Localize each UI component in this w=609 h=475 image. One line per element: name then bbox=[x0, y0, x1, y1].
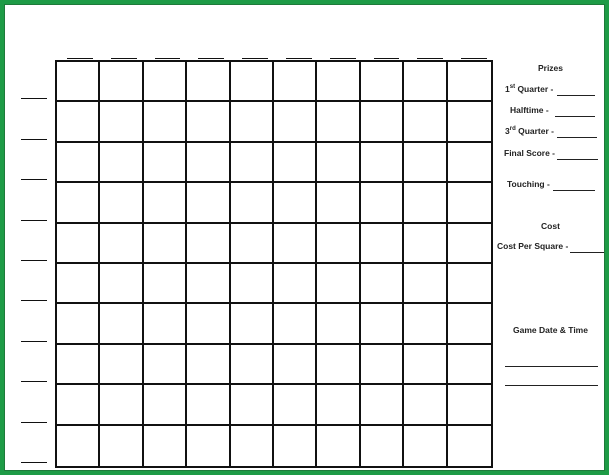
square-cell[interactable] bbox=[448, 426, 491, 466]
square-cell[interactable] bbox=[144, 264, 187, 304]
square-cell[interactable] bbox=[274, 143, 317, 183]
column-blank[interactable] bbox=[461, 50, 487, 59]
square-cell[interactable] bbox=[144, 385, 187, 425]
square-cell[interactable] bbox=[448, 264, 491, 304]
square-cell[interactable] bbox=[100, 183, 143, 223]
square-cell[interactable] bbox=[187, 102, 230, 142]
square-cell[interactable] bbox=[448, 345, 491, 385]
square-cell[interactable] bbox=[317, 183, 360, 223]
column-blank[interactable] bbox=[198, 50, 224, 59]
square-cell[interactable] bbox=[187, 304, 230, 344]
row-blank[interactable] bbox=[21, 220, 47, 221]
square-cell[interactable] bbox=[448, 224, 491, 264]
touching-field[interactable] bbox=[553, 190, 595, 191]
square-cell[interactable] bbox=[144, 143, 187, 183]
square-cell[interactable] bbox=[317, 304, 360, 344]
square-cell[interactable] bbox=[100, 385, 143, 425]
square-cell[interactable] bbox=[404, 264, 447, 304]
square-cell[interactable] bbox=[231, 183, 274, 223]
row-blank[interactable] bbox=[21, 300, 47, 301]
square-cell[interactable] bbox=[361, 183, 404, 223]
square-cell[interactable] bbox=[144, 62, 187, 102]
square-cell[interactable] bbox=[274, 345, 317, 385]
square-cell[interactable] bbox=[404, 304, 447, 344]
column-blank[interactable] bbox=[242, 50, 268, 59]
column-blank[interactable] bbox=[374, 50, 400, 59]
column-blank[interactable] bbox=[330, 50, 356, 59]
square-cell[interactable] bbox=[231, 426, 274, 466]
square-cell[interactable] bbox=[361, 345, 404, 385]
square-cell[interactable] bbox=[231, 102, 274, 142]
first-quarter-field[interactable] bbox=[557, 95, 595, 96]
column-blank[interactable] bbox=[67, 50, 93, 59]
square-cell[interactable] bbox=[231, 345, 274, 385]
square-cell[interactable] bbox=[317, 224, 360, 264]
square-cell[interactable] bbox=[274, 304, 317, 344]
square-cell[interactable] bbox=[317, 62, 360, 102]
row-blank[interactable] bbox=[21, 98, 47, 99]
square-cell[interactable] bbox=[144, 224, 187, 264]
square-cell[interactable] bbox=[448, 183, 491, 223]
final-score-label: Final Score - bbox=[504, 148, 556, 158]
touching-label: Touching - bbox=[507, 179, 550, 189]
square-cell[interactable] bbox=[361, 224, 404, 264]
square-cell[interactable] bbox=[144, 183, 187, 223]
prizes-heading: Prizes bbox=[537, 63, 564, 73]
square-cell[interactable] bbox=[361, 62, 404, 102]
square-cell[interactable] bbox=[57, 264, 100, 304]
square-cell[interactable] bbox=[57, 345, 100, 385]
square-cell[interactable] bbox=[361, 102, 404, 142]
row-blank[interactable] bbox=[21, 422, 47, 423]
square-cell[interactable] bbox=[231, 62, 274, 102]
square-cell[interactable] bbox=[187, 426, 230, 466]
square-cell[interactable] bbox=[317, 264, 360, 304]
row-blank[interactable] bbox=[21, 179, 47, 180]
square-cell[interactable] bbox=[187, 224, 230, 264]
square-cell[interactable] bbox=[100, 264, 143, 304]
square-cell[interactable] bbox=[317, 385, 360, 425]
square-cell[interactable] bbox=[100, 224, 143, 264]
square-cell[interactable] bbox=[100, 345, 143, 385]
square-cell[interactable] bbox=[274, 385, 317, 425]
cost-per-square-label: Cost Per Square - bbox=[497, 241, 569, 251]
square-cell[interactable] bbox=[231, 224, 274, 264]
square-cell[interactable] bbox=[57, 304, 100, 344]
square-cell[interactable] bbox=[187, 345, 230, 385]
square-cell[interactable] bbox=[361, 143, 404, 183]
cost-per-square-field[interactable] bbox=[570, 252, 604, 253]
square-cell[interactable] bbox=[448, 102, 491, 142]
square-cell[interactable] bbox=[404, 143, 447, 183]
square-cell[interactable] bbox=[274, 264, 317, 304]
square-cell[interactable] bbox=[100, 304, 143, 344]
square-cell[interactable] bbox=[57, 143, 100, 183]
square-cell[interactable] bbox=[317, 426, 360, 466]
square-cell[interactable] bbox=[448, 62, 491, 102]
square-cell[interactable] bbox=[100, 143, 143, 183]
square-cell[interactable] bbox=[57, 385, 100, 425]
square-cell[interactable] bbox=[57, 426, 100, 466]
row-blank[interactable] bbox=[21, 139, 47, 140]
square-cell[interactable] bbox=[144, 426, 187, 466]
final-score-field[interactable] bbox=[557, 159, 598, 160]
square-cell[interactable] bbox=[404, 345, 447, 385]
square-cell[interactable] bbox=[404, 102, 447, 142]
square-cell[interactable] bbox=[361, 426, 404, 466]
square-cell[interactable] bbox=[274, 62, 317, 102]
square-cell[interactable] bbox=[100, 62, 143, 102]
square-cell[interactable] bbox=[317, 143, 360, 183]
square-cell[interactable] bbox=[187, 183, 230, 223]
square-cell[interactable] bbox=[361, 264, 404, 304]
square-cell[interactable] bbox=[404, 426, 447, 466]
first-quarter-label: 1st Quarter - bbox=[505, 84, 554, 94]
square-cell[interactable] bbox=[57, 183, 100, 223]
square-cell[interactable] bbox=[361, 385, 404, 425]
game-time-field[interactable] bbox=[505, 385, 598, 386]
row-number-blanks bbox=[21, 62, 47, 466]
square-cell[interactable] bbox=[187, 62, 230, 102]
square-cell[interactable] bbox=[231, 385, 274, 425]
square-cell[interactable] bbox=[144, 345, 187, 385]
column-blank[interactable] bbox=[155, 50, 181, 59]
column-number-blanks bbox=[58, 50, 496, 60]
square-cell[interactable] bbox=[448, 143, 491, 183]
square-cell[interactable] bbox=[231, 264, 274, 304]
sheet bbox=[4, 4, 605, 471]
squares-grid bbox=[55, 60, 493, 468]
game-date-time-heading: Game Date & Time bbox=[513, 325, 588, 335]
square-cell[interactable] bbox=[57, 62, 100, 102]
square-cell[interactable] bbox=[404, 224, 447, 264]
square-cell[interactable] bbox=[144, 304, 187, 344]
square-cell[interactable] bbox=[231, 143, 274, 183]
row-blank[interactable] bbox=[21, 462, 47, 463]
square-cell[interactable] bbox=[187, 385, 230, 425]
square-cell[interactable] bbox=[57, 102, 100, 142]
square-cell[interactable] bbox=[274, 183, 317, 223]
halftime-field[interactable] bbox=[555, 116, 595, 117]
square-cell[interactable] bbox=[100, 102, 143, 142]
row-blank[interactable] bbox=[21, 341, 47, 342]
third-quarter-label: 3rd Quarter - bbox=[505, 126, 554, 136]
column-blank[interactable] bbox=[286, 50, 312, 59]
game-date-field[interactable] bbox=[505, 366, 598, 367]
square-cell[interactable] bbox=[231, 304, 274, 344]
row-blank[interactable] bbox=[21, 260, 47, 261]
square-cell[interactable] bbox=[274, 426, 317, 466]
column-blank[interactable] bbox=[111, 50, 137, 59]
square-cell[interactable] bbox=[187, 264, 230, 304]
square-cell[interactable] bbox=[404, 385, 447, 425]
square-cell[interactable] bbox=[448, 385, 491, 425]
square-cell[interactable] bbox=[404, 62, 447, 102]
square-cell[interactable] bbox=[361, 304, 404, 344]
square-cell[interactable] bbox=[144, 102, 187, 142]
info-panel bbox=[495, 5, 606, 472]
square-cell[interactable] bbox=[274, 102, 317, 142]
halftime-label: Halftime - bbox=[510, 105, 549, 115]
row-blank[interactable] bbox=[21, 381, 47, 382]
square-cell[interactable] bbox=[100, 426, 143, 466]
square-cell[interactable] bbox=[274, 224, 317, 264]
third-quarter-field[interactable] bbox=[557, 137, 597, 138]
square-cell[interactable] bbox=[57, 224, 100, 264]
square-cell[interactable] bbox=[448, 304, 491, 344]
square-cell[interactable] bbox=[317, 102, 360, 142]
square-cell[interactable] bbox=[404, 183, 447, 223]
column-blank[interactable] bbox=[417, 50, 443, 59]
square-cell[interactable] bbox=[187, 143, 230, 183]
cost-heading: Cost bbox=[541, 221, 560, 231]
square-cell[interactable] bbox=[317, 345, 360, 385]
